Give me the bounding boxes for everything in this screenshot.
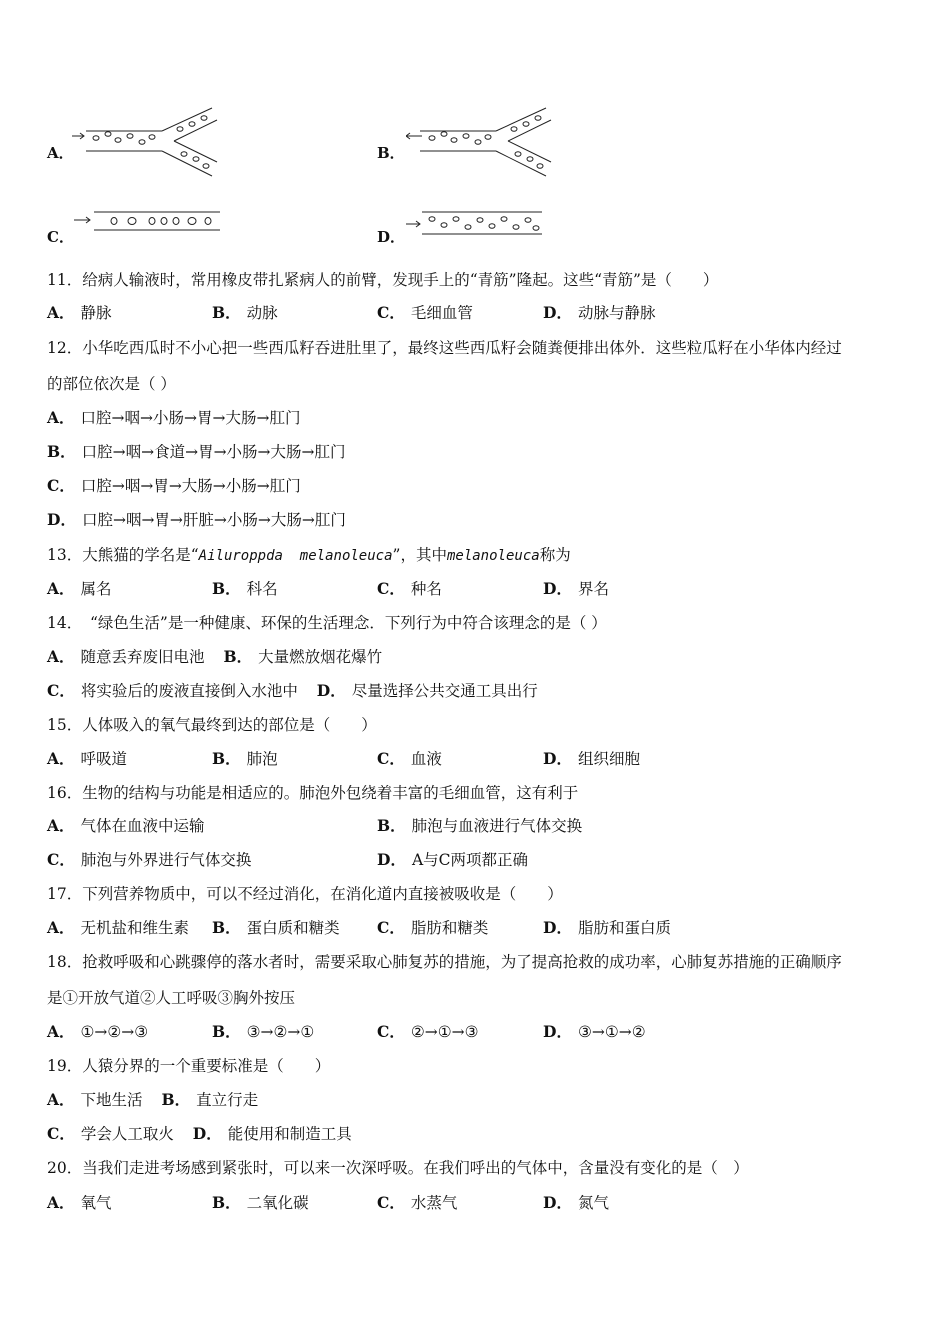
option-text: 氧气 [80,1194,112,1212]
option-key: C． [47,850,75,869]
stem-text: 13．大熊猫的学名是“ [47,546,199,564]
option-key: B． [212,749,241,768]
option-key: D． [377,850,406,869]
option-text: 种名 [410,580,442,598]
option-key: A． [47,579,75,598]
question-14-options-cd [47,681,538,701]
option-key: D． [47,510,76,529]
question-12-stem-cont: 的部位依次是（ ） [47,375,176,393]
option-text: 静脉 [80,304,112,322]
option-key: C． [377,1022,405,1041]
option-text: 能使用和制造工具 [227,1125,352,1143]
option-text: 科名 [246,580,278,598]
option-text: 毛细血管 [410,304,473,322]
figure-d-label: D． [377,228,406,246]
option-key: C． [377,579,405,598]
stem-text: ”，其中 [392,546,447,564]
option-text: 随意丢弃废旧电池 [80,648,205,666]
option-key: B． [47,442,76,461]
option-text: 属名 [80,580,112,598]
question-12-stem: 12．小华吃西瓜时不小心把一些西瓜籽吞进肚里了，最终这些西瓜籽会随粪便排出体外．这些粒瓜籽在小华体内经过 [47,339,842,357]
option-text: 尽量选择公共交通工具出行 [351,682,538,700]
option-text: 脂肪和蛋白质 [577,919,671,937]
option-key: A． [47,408,75,427]
option-text: A与C两项都正确 [411,851,529,869]
question-12-option-d [47,510,346,530]
option-text: 学会人工取火 [80,1125,174,1143]
question-16-stem: 16．生物的结构与功能是相适应的。肺泡外包绕着丰富的毛细血管，这有利于 [47,784,579,802]
option-key: C． [377,303,405,322]
option-text: 水蒸气 [410,1194,458,1212]
question-11-stem: 11．给病人输液时，常用橡皮带扎紧病人的前臂，发现手上的“青筋”隆起。这些“青筋”是（ ） [47,271,719,289]
option-key: B． [212,303,241,322]
figure-b-label: B． [377,144,405,162]
option-text: 脂肪和糖类 [410,919,489,937]
option-key: C． [47,1124,75,1143]
question-13-stem [47,545,571,566]
option-key: D． [543,1022,572,1041]
option-key: D． [543,303,572,322]
option-text: 口腔→咽→食道→胃→小肠→大肠→肛门 [81,443,346,461]
option-text: 肺泡 [246,750,278,768]
option-text: 氮气 [577,1194,609,1212]
option-key: A． [47,1090,75,1109]
option-key: B． [212,1022,241,1041]
scientific-name: Ailuroppda melanoleuca [198,548,393,564]
question-19-options-cd [47,1124,352,1144]
figure-a-label: A． [47,144,74,162]
question-17-stem: 17．下列营养物质中，可以不经过消化，在消化道内直接被吸收是（ ） [47,885,563,903]
option-key: B． [161,1090,191,1109]
option-key: D． [543,579,572,598]
option-text: 界名 [577,580,609,598]
option-text: 肺泡与血液进行气体交换 [411,817,583,835]
option-text: ③→①→② [577,1023,646,1041]
option-text: 动脉与静脉 [577,304,656,322]
option-key: C． [47,681,75,700]
option-text: 直立行走 [196,1091,259,1109]
option-key: A． [47,647,75,666]
question-20-stem: 20．当我们走进考场感到紧张时，可以来一次深呼吸。在我们呼出的气体中，含量没有变化的是（ ） [47,1159,749,1177]
question-12-option-b [47,442,346,462]
option-key: C． [377,749,405,768]
option-key: C． [47,476,75,495]
option-key: C． [377,918,405,937]
question-19-options-ab [47,1090,258,1110]
option-text: 无机盐和维生素 [80,919,190,937]
option-text: 组织细胞 [577,750,640,768]
option-key: B． [212,579,241,598]
option-text: 口腔→咽→胃→大肠→小肠→肛门 [80,477,301,495]
option-key: D． [316,681,346,700]
option-text: ②→①→③ [410,1023,479,1041]
option-key: A． [47,303,75,322]
question-15-stem: 15．人体吸入的氧气最终到达的部位是（ ） [47,716,377,734]
option-text: 二氧化碳 [246,1194,309,1212]
species-epithet: melanoleuca [446,548,540,564]
option-text: ③→②→① [246,1023,315,1041]
option-text: ①→②→③ [80,1023,149,1041]
option-text: 下地生活 [80,1091,143,1109]
option-key: A． [47,918,75,937]
option-text: 动脉 [246,304,278,322]
question-18-stem: 18．抢救呼吸和心跳骤停的落水者时，需要采取心肺复苏的措施，为了提高抢救的成功率，心肺复苏措施的正确顺序 [47,953,842,971]
option-key: A． [47,1193,75,1212]
option-key: B． [212,1193,241,1212]
question-12-option-c [47,476,301,496]
figure-c-label: C． [47,228,74,246]
stem-text: 称为 [539,546,571,564]
option-key: A． [47,749,75,768]
question-14-options-ab [47,647,382,667]
option-text: 口腔→咽→小肠→胃→大肠→肛门 [80,409,301,427]
option-key: A． [47,816,75,835]
option-key: D． [543,749,572,768]
option-text: 血液 [410,750,442,768]
option-text: 呼吸道 [80,750,128,768]
figure-d-vessel-diagram [404,208,544,238]
figure-b-vessel-diagram [406,104,558,180]
option-key: B． [377,816,406,835]
option-key: D． [192,1124,222,1143]
option-text: 气体在血液中运输 [80,817,205,835]
question-19-stem: 19．人猿分界的一个重要标准是（ ） [47,1057,331,1075]
option-text: 将实验后的废液直接倒入水池中 [80,682,298,700]
figure-a-vessel-diagram [72,104,222,180]
option-key: D． [543,918,572,937]
question-12-option-a [47,408,300,428]
option-key: C． [377,1193,405,1212]
option-text: 肺泡与外界进行气体交换 [80,851,252,869]
option-text: 蛋白质和糖类 [246,919,340,937]
option-key: A． [47,1022,75,1041]
question-14-stem: 14． “绿色生活”是一种健康、环保的生活理念．下列行为中符合该理念的是（ ） [47,614,607,632]
option-key: D． [543,1193,572,1212]
option-key: B． [223,647,253,666]
question-18-stem-cont: 是①开放气道②人工呼吸③胸外按压 [47,989,296,1007]
option-key: B． [212,918,241,937]
option-text: 口腔→咽→胃→肝脏→小肠→大肠→肛门 [81,511,346,529]
option-text: 大量燃放烟花爆竹 [258,648,383,666]
figure-c-capillary-diagram [72,206,224,236]
